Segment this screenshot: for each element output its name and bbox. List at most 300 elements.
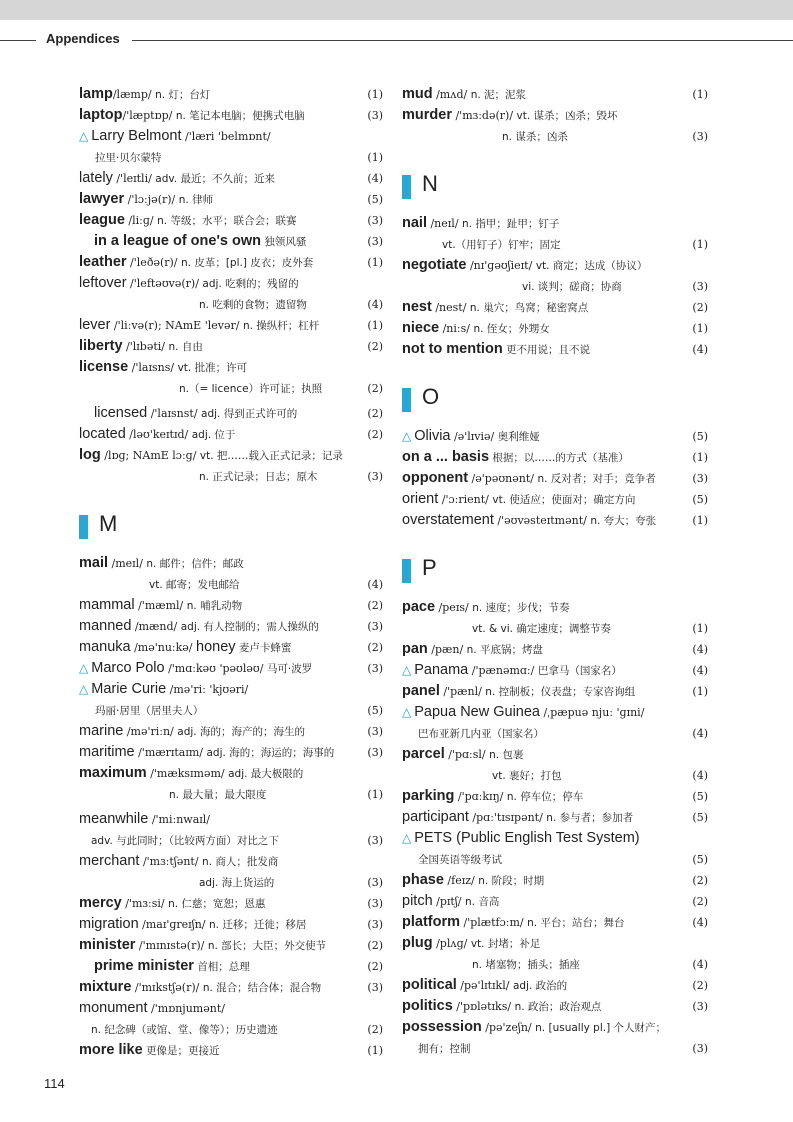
definition: n. [usually pl.] 个人财产；: [535, 1022, 667, 1034]
unit-number: (4): [692, 916, 708, 929]
phonetic: /'liːvə(r); NAmE 'levər/: [110, 319, 243, 332]
entry-mercy: [79, 893, 383, 914]
entry-manuka: [79, 637, 383, 658]
entry-parcel-cont: [402, 765, 708, 786]
headword: on a ... basis: [402, 449, 490, 465]
entry-maximum: [79, 763, 383, 784]
unit-number: (5): [692, 493, 708, 506]
phonetic: /'leɪtli/: [112, 172, 156, 185]
unit-number: (3): [367, 470, 383, 483]
entry-nest: [402, 297, 708, 318]
headword: lever: [79, 317, 111, 333]
unit-number: (3): [367, 746, 383, 759]
entry-monument-cont: [79, 1019, 383, 1040]
definition: n. 操纵杆；杠杆: [242, 320, 320, 332]
phonetic: /ə'pəʊnənt/: [468, 472, 538, 485]
section-marker: [402, 175, 411, 199]
left-column: [79, 84, 383, 1061]
unit-number: (3): [367, 235, 383, 248]
entry-laptop: [79, 105, 383, 126]
header-title: Appendices: [46, 31, 120, 46]
headword: overstatement: [402, 512, 494, 528]
right-column: [402, 84, 708, 1059]
unit-number: (4): [367, 578, 383, 591]
phonetic: /'miːnwaɪl/: [148, 813, 211, 826]
headword: more like: [79, 1042, 143, 1058]
triangle-icon: △: [79, 682, 89, 696]
unit-number: (5): [692, 811, 708, 824]
phonetic: /peɪs/: [435, 601, 473, 614]
unit-number: (1): [367, 319, 383, 332]
headword: leftover: [79, 275, 127, 291]
phonetic: /'mɜːsi/: [121, 897, 169, 910]
entry-merchant: [79, 851, 383, 872]
phonetic: /'pɒlətɪks/: [452, 1000, 515, 1013]
entry-political: [402, 975, 708, 996]
definition: 首相；总理: [193, 961, 250, 973]
definition: n. 指甲；趾甲；钉子: [462, 218, 560, 230]
triangle-icon: △: [79, 129, 89, 143]
triangle-icon: △: [402, 429, 412, 443]
phonetic: /'mɜːtʃənt/: [139, 855, 203, 868]
phonetic: /læmp/: [112, 88, 156, 101]
entry-panel: [402, 681, 708, 702]
entry-leftover: [79, 273, 383, 294]
entry-merchant-cont: [79, 872, 383, 893]
unit-number: (2): [367, 382, 383, 395]
section-letter: N: [422, 171, 438, 196]
phonetic: /'laɪsns/: [128, 361, 178, 374]
entry-niece: [402, 318, 708, 339]
phonetic: /ə'lɪviə/: [450, 430, 498, 443]
definition: n. 速度；步伐；节奏: [472, 602, 570, 614]
definition: n. 笔记本电脑；便携式电脑: [175, 110, 305, 122]
entry-negotiate-cont: [402, 276, 708, 297]
definition: 根据；以……的方式（基准）: [489, 452, 629, 464]
section-heading-n: [402, 165, 708, 209]
entry-marine: [79, 721, 383, 742]
definition: n. 混合；结合体；混合物: [202, 982, 322, 994]
definition: n. 政治；政治观点: [514, 1001, 602, 1013]
phonetic: /nest/: [431, 301, 470, 314]
unit-number: (3): [692, 1000, 708, 1013]
entry-log: [79, 445, 383, 466]
phonetic: /pæn/: [427, 643, 467, 656]
phonetic: /'mærɪtaɪm/: [134, 746, 207, 759]
phonetic: /'mɪkstʃə(r)/: [131, 981, 203, 994]
headword: manned: [79, 618, 132, 634]
definition: n. 停车位；停车: [506, 791, 584, 803]
unit-number: (3): [367, 109, 383, 122]
definition: n. 灯；台灯: [155, 89, 211, 101]
unit-number: (1): [692, 88, 708, 101]
headword: opponent: [402, 470, 469, 486]
definition: n. 邮件；信件；邮政: [146, 558, 244, 570]
headword: in a league of one's own: [94, 233, 261, 249]
entry-pan: [402, 639, 708, 660]
definition: n. 平台；站台；舞台: [527, 917, 625, 929]
unit-number: (2): [367, 599, 383, 612]
entry-league: [79, 210, 383, 231]
entry-maritime: [79, 742, 383, 763]
headword: Marie Curie: [91, 681, 167, 697]
phonetic: /'pænəmɑː/: [468, 664, 538, 677]
definition: 更像是；更接近: [142, 1045, 220, 1057]
unit-number: (3): [367, 620, 383, 633]
unit-number: (2): [367, 641, 383, 654]
unit-number: (5): [692, 430, 708, 443]
headword: leather: [79, 254, 127, 270]
unit-number: (3): [692, 472, 708, 485]
unit-number: (4): [692, 664, 708, 677]
definition: n. 皮革；[pl.] 皮衣；皮外套: [181, 257, 314, 269]
unit-number: (2): [367, 1023, 383, 1036]
definition: n. 谋杀；凶杀: [502, 131, 568, 143]
phonetic: /'lɔːjə(r)/: [124, 193, 179, 206]
headword: Olivia: [414, 428, 451, 444]
phonetic: /'leðə(r)/: [126, 256, 181, 269]
phonetic: /niːs/: [439, 322, 474, 335]
phonetic: /'leftəʊvə(r)/: [126, 277, 203, 290]
unit-number: (4): [692, 643, 708, 656]
definition: adj. 海的；海产的；海生的: [177, 726, 305, 738]
phonetic: /mə'nuːkə/: [130, 641, 197, 654]
definition: adj. 海上货运的: [199, 877, 275, 889]
headword: nail: [402, 215, 427, 231]
definition: adj. 吃剩的；残留的: [202, 278, 299, 290]
headword: maximum: [79, 765, 147, 781]
phonetic: /maɪ'ɡreɪʃn/: [138, 918, 209, 931]
definition: vt.（用钉子）钉牢；固定: [442, 239, 561, 251]
entry-mail: [79, 553, 383, 574]
headword: mixture: [79, 979, 132, 995]
headword: license: [79, 359, 129, 375]
unit-number: (2): [692, 874, 708, 887]
definition: 巴布亚新几内亚（国家名）: [418, 728, 544, 740]
entry-belmont: [79, 126, 383, 147]
unit-number: (2): [367, 340, 383, 353]
phonetic: /pə'zeʃn/: [481, 1021, 536, 1034]
headword: lamp: [79, 86, 113, 102]
definition: n. 堵塞物；插头；插座: [472, 959, 580, 971]
entry-possession-cont: [402, 1038, 708, 1059]
unit-number: (3): [367, 918, 383, 931]
definition: vt. 谋杀；凶杀；毁坏: [516, 110, 618, 122]
entry-pace: [402, 597, 708, 618]
phonetic: /'laɪsnst/: [147, 407, 202, 420]
phonetic: /feɪz/: [443, 874, 479, 887]
phonetic: /neɪl/: [426, 217, 463, 230]
definition: vt. 批准；许可: [177, 362, 248, 374]
definition: 麦卢卡蜂蜜: [235, 642, 292, 654]
headword: log: [79, 447, 101, 463]
definition: n. 侄女；外甥女: [473, 323, 550, 335]
entry-papua: [402, 702, 708, 723]
entry-log-cont: [79, 466, 383, 487]
headword: mercy: [79, 895, 122, 911]
entry-migration: [79, 914, 383, 935]
entry-lamp: [79, 84, 383, 105]
definition: vt. & vi. 确定速度；调整节奏: [472, 623, 611, 635]
headword: politics: [402, 998, 453, 1014]
header-rule: [0, 40, 36, 41]
headword: nest: [402, 299, 432, 315]
headword: parcel: [402, 746, 445, 762]
unit-number: (1): [692, 685, 708, 698]
entry-politics: [402, 996, 708, 1017]
phonetic: /lɒɡ; NAmE lɔːɡ/: [100, 449, 200, 462]
headword: not to mention: [402, 341, 503, 357]
entry-leftover-cont: [79, 294, 383, 315]
phonetic: /'mɜːdə(r)/: [451, 109, 517, 122]
definition: vt. 邮寄；发电邮给: [149, 579, 240, 591]
headword: Marco Polo: [91, 660, 165, 676]
entry-prime-minister: [79, 956, 383, 977]
definition: n. 迁移；迁徙；移居: [208, 919, 307, 931]
headword: migration: [79, 916, 139, 932]
unit-number: (2): [367, 960, 383, 973]
headword: possession: [402, 1019, 482, 1035]
definition: vi. 谈判；磋商；协商: [522, 281, 622, 293]
definition: n. 音高: [465, 896, 500, 908]
entry-liberty: [79, 336, 383, 357]
unit-number: (1): [367, 256, 383, 269]
unit-number: (2): [692, 895, 708, 908]
entry-more-like: [79, 1040, 383, 1061]
triangle-icon: △: [402, 705, 412, 719]
headword: mail: [79, 555, 109, 571]
entry-overstatement: [402, 510, 708, 531]
definition: n. 阶段；时期: [478, 875, 545, 887]
definition: adj. 政治的: [512, 980, 568, 992]
unit-number: (2): [692, 301, 708, 314]
phonetic: /'mæml/: [134, 599, 187, 612]
entry-license-cont: [79, 378, 383, 399]
headword: Papua New Guinea: [414, 704, 540, 720]
unit-number: (1): [692, 514, 708, 527]
phonetic: /mə'riː 'kjʊəri/: [166, 683, 249, 696]
headword: marine: [79, 723, 124, 739]
phonetic: /'əʊvəsteɪtmənt/: [493, 514, 591, 527]
unit-number: (3): [367, 214, 383, 227]
phonetic: /'læptɒp/: [122, 109, 176, 122]
unit-number: (5): [367, 193, 383, 206]
section-letter: P: [422, 555, 437, 580]
headword: located: [79, 426, 126, 442]
headword: licensed: [94, 405, 148, 421]
definition: 独领风骚: [261, 236, 307, 248]
phonetic: /'pɑːkɪŋ/: [454, 790, 507, 803]
phonetic: /'ɔːrient/: [438, 493, 493, 506]
headword: panel: [402, 683, 440, 699]
definition: adv. 与此同时；（比较两方面）对比之下: [91, 835, 279, 847]
section-letter: O: [422, 384, 440, 409]
phonetic: /plʌɡ/: [432, 937, 471, 950]
unit-number: (3): [367, 725, 383, 738]
headword: lately: [79, 170, 113, 186]
headword: mammal: [79, 597, 135, 613]
headword: PETS (Public English Test System): [414, 830, 640, 846]
entry-nail: [402, 213, 708, 234]
entry-mud: [402, 84, 708, 105]
entry-lawyer: [79, 189, 383, 210]
unit-number: (1): [367, 1044, 383, 1057]
phonetic: /'pænl/: [439, 685, 486, 698]
entry-license: [79, 357, 383, 378]
entry-pitch: [402, 891, 708, 912]
headword: political: [402, 977, 457, 993]
headword: lawyer: [79, 191, 125, 207]
phonetic: /'pɑːsl/: [444, 748, 490, 761]
definition: n. 律师: [178, 194, 214, 206]
headword: pan: [402, 641, 428, 657]
entry-leather: [79, 252, 383, 273]
definition: vt. 把……载入正式记录；记录: [199, 450, 343, 462]
entry-orient: [402, 489, 708, 510]
headword: monument: [79, 1000, 148, 1016]
entry-parking: [402, 786, 708, 807]
entry-lever: [79, 315, 383, 336]
entry-mammal: [79, 595, 383, 616]
definition: n. 最大量；最大限度: [169, 789, 267, 801]
unit-number: (4): [692, 727, 708, 740]
entry-licensed: [79, 403, 383, 424]
definition: adj. 得到正式许可的: [201, 408, 298, 420]
phonetic: /'læri 'belmɒnt/: [181, 130, 271, 143]
phonetic: /'plætfɔːm/: [460, 916, 528, 929]
entry-meanwhile-cont: [79, 830, 383, 851]
headword: murder: [402, 107, 452, 123]
entry-belmont-cont: [79, 147, 383, 168]
section-marker: [402, 388, 411, 412]
section-heading-p: [402, 549, 708, 593]
entry-mail-cont: [79, 574, 383, 595]
definition: n. 正式记录；日志；原木: [199, 471, 318, 483]
definition: n. 夸大；夸张: [590, 515, 657, 527]
definition: n. 平底锅；烤盘: [466, 644, 543, 656]
entry-monument: [79, 998, 383, 1019]
definition: n. 反对者；对手；竞争者: [537, 473, 656, 485]
definition: n. 参与者；参加者: [546, 812, 634, 824]
headword: plug: [402, 935, 433, 951]
definition: vt. 裹好；打包: [492, 770, 562, 782]
headword: pace: [402, 599, 436, 615]
headword: negotiate: [402, 257, 467, 273]
entry-meanwhile: [79, 809, 383, 830]
headword: maritime: [79, 744, 135, 760]
phonetic: /ˌpæpuə njuː 'ɡɪni/: [539, 706, 645, 719]
phonetic: /'mɒnjumənt/: [147, 1002, 225, 1015]
entry-marie-curie: [79, 679, 383, 700]
headword: merchant: [79, 853, 140, 869]
headword: pitch: [402, 893, 433, 909]
triangle-icon: △: [79, 661, 89, 675]
headword: prime minister: [94, 958, 194, 974]
entry-phase: [402, 870, 708, 891]
entry-possession: [402, 1017, 708, 1038]
entry-plug: [402, 933, 708, 954]
phonetic: /mænd/: [131, 620, 181, 633]
headword: Larry Belmont: [91, 128, 182, 144]
unit-number: (5): [692, 790, 708, 803]
definition: adj. 最大极限的: [228, 768, 304, 780]
phonetic: /nɪ'ɡəʊʃieɪt/: [466, 259, 536, 272]
unit-number: (1): [367, 151, 383, 164]
unit-number: (4): [367, 172, 383, 185]
unit-number: (4): [692, 769, 708, 782]
header-rule: [132, 40, 793, 41]
entry-plug-cont: [402, 954, 708, 975]
headword: minister: [79, 937, 136, 953]
entry-pets: [402, 828, 708, 849]
headword: liberty: [79, 338, 123, 354]
definition: n. 泥；泥浆: [470, 89, 527, 101]
headword: laptop: [79, 107, 123, 123]
definition: 巴拿马（国家名）: [537, 665, 622, 677]
entry-in-a-league: [79, 231, 383, 252]
unit-number: (3): [367, 981, 383, 994]
definition: 玛丽·居里（居里夫人）: [95, 705, 204, 717]
unit-number: (3): [692, 280, 708, 293]
definition: n. 哺乳动物: [186, 600, 243, 612]
page-number: 114: [44, 1076, 65, 1091]
phonetic: /mʌd/: [432, 88, 471, 101]
headword: platform: [402, 914, 460, 930]
entry-murder: [402, 105, 708, 126]
unit-number: (2): [367, 939, 383, 952]
entry-papua-cont: [402, 723, 708, 744]
definition: adj. 有人控制的；需人操纵的: [180, 621, 319, 633]
definition: 马可·波罗: [266, 663, 313, 675]
phonetic: /'mɑːkəʊ 'pəʊləʊ/: [164, 662, 267, 675]
definition: n. 仁慈；宽恕；恩惠: [168, 898, 266, 910]
unit-number: (3): [367, 662, 383, 675]
definition: n. 商人；批发商: [202, 856, 279, 868]
phonetic: /pɪtʃ/: [432, 895, 466, 908]
definition: adj. 海的；海运的；海事的: [206, 747, 335, 759]
section-heading-m: [79, 505, 383, 549]
headword: orient: [402, 491, 439, 507]
definition: n. 部长；大臣；外交使节: [207, 940, 327, 952]
headword: phase: [402, 872, 444, 888]
unit-number: (3): [692, 130, 708, 143]
headword: parking: [402, 788, 455, 804]
entry-opponent: [402, 468, 708, 489]
phonetic: /mə'riːn/: [123, 725, 178, 738]
entry-maximum-cont: [79, 784, 383, 805]
phonetic: /'lɪbəti/: [122, 340, 169, 353]
definition: n. 控制板；仪表盘；专家咨询组: [485, 686, 636, 698]
definition: n.（= licence）许可证；执照: [179, 383, 323, 395]
headword-part: honey: [196, 639, 236, 655]
headword: meanwhile: [79, 811, 149, 827]
definition: n. 包裹: [489, 749, 524, 761]
unit-number: (4): [692, 958, 708, 971]
definition: 拉里·贝尔蒙特: [95, 152, 162, 164]
unit-number: (1): [692, 451, 708, 464]
entry-not-to-mention: [402, 339, 708, 360]
entry-mixture: [79, 977, 383, 998]
entry-pace-cont: [402, 618, 708, 639]
unit-number: (2): [367, 407, 383, 420]
definition: n. 纪念碑（或馆、堂、像等）；历史遗迹: [91, 1024, 278, 1036]
phonetic: /liːɡ/: [124, 214, 158, 227]
entry-olivia: [402, 426, 708, 447]
unit-number: (1): [692, 238, 708, 251]
unit-number: (3): [367, 876, 383, 889]
headword: mud: [402, 86, 433, 102]
section-marker: [79, 515, 88, 539]
